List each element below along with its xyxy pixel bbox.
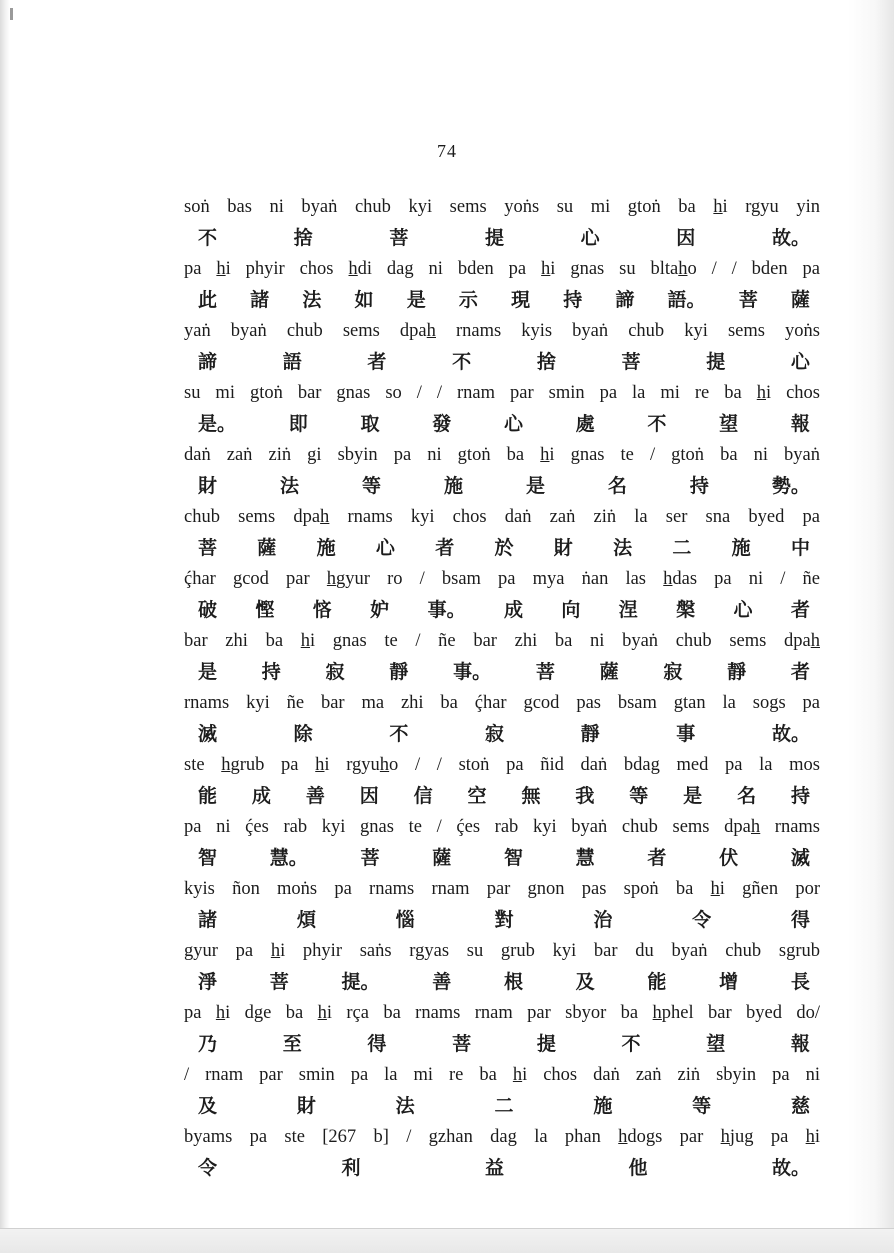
chinese-character: 是: [525, 475, 545, 497]
chinese-character: 即: [288, 413, 308, 435]
chinese-character: 等: [629, 785, 649, 807]
chinese-character: 靜: [727, 661, 747, 683]
chinese-character: 寂: [663, 661, 683, 683]
chinese-character: 因: [359, 785, 379, 807]
chinese-character: 故。: [771, 1157, 810, 1179]
chinese-character: 望: [706, 1033, 726, 1055]
chinese-gloss-line: [184, 781, 820, 812]
chinese-character: 施: [593, 1095, 613, 1117]
chinese-character: 慳: [255, 599, 275, 621]
tibetan-transliteration-line: pa h̲i phyir chos h̲di dag ni bden pa h̲i gnas su bltah̲o / / bden pa: [184, 259, 820, 279]
scan-right-edge: [848, 0, 894, 1252]
chinese-character: 得: [367, 1033, 387, 1055]
chinese-character: 薩: [599, 661, 619, 683]
chinese-character: 智: [198, 847, 218, 869]
tibetan-transliteration-line: rnams kyi ñe bar ma zhi ba ḉhar gcod pas bsam gtan la sogs pa: [184, 693, 820, 713]
chinese-character: 勢。: [771, 475, 810, 497]
chinese-character: 益: [484, 1157, 504, 1179]
chinese-gloss-line: [184, 843, 820, 874]
chinese-character: 悋: [312, 599, 332, 621]
chinese-character: 持: [790, 785, 810, 807]
chinese-gloss-line: [184, 595, 820, 626]
chinese-character: 望: [719, 413, 739, 435]
tibetan-transliteration-line: chub sems dpah̲ rnams kyi chos daṅ zaṅ ziṅ la ser sna byed pa: [184, 507, 820, 527]
chinese-character: 靜: [389, 661, 409, 683]
chinese-character: 菩: [535, 661, 555, 683]
chinese-character: 薩: [432, 847, 452, 869]
chinese-character: 取: [360, 413, 380, 435]
chinese-character: 示: [458, 289, 478, 311]
chinese-character: 滅: [198, 723, 218, 745]
chinese-character: 持: [689, 475, 709, 497]
chinese-character: 等: [361, 475, 381, 497]
chinese-character: 法: [395, 1095, 415, 1117]
chinese-character: 惱: [395, 909, 415, 931]
chinese-character: 增: [719, 971, 739, 993]
chinese-character: 法: [279, 475, 299, 497]
chinese-character: 報: [790, 1033, 810, 1055]
chinese-character: 中: [790, 537, 810, 559]
chinese-gloss-line: [184, 409, 820, 440]
chinese-gloss-line: [184, 967, 820, 998]
chinese-character: 法: [613, 537, 633, 559]
chinese-character: 菩: [198, 537, 218, 559]
chinese-character: 槃: [676, 599, 696, 621]
tibetan-transliteration-line: gyur pa h̲i phyir saṅs rgyas su grub kyi bar du byaṅ chub sgrub: [184, 941, 820, 961]
chinese-character: 語。: [667, 289, 706, 311]
chinese-character: 成: [251, 785, 271, 807]
chinese-character: 智: [503, 847, 523, 869]
chinese-character: 薩: [257, 537, 277, 559]
chinese-character: 財: [553, 537, 573, 559]
chinese-character: 故。: [771, 227, 810, 249]
chinese-character: 空: [467, 785, 487, 807]
chinese-character: 對: [494, 909, 514, 931]
tibetan-transliteration-line: kyis ñon moṅs pa rnams rnam par gnon pas spoṅ ba h̲i gñen por: [184, 879, 820, 899]
chinese-character: 者: [647, 847, 667, 869]
chinese-character: 提: [706, 351, 726, 373]
chinese-character: 令: [692, 909, 712, 931]
chinese-character: 不: [198, 227, 218, 249]
tibetan-transliteration-line: pa h̲i dge ba h̲i rça ba rnams rnam par sbyor ba h̲phel bar byed do/: [184, 1003, 820, 1023]
chinese-character: 心: [790, 351, 810, 373]
tibetan-transliteration-line: soṅ bas ni byaṅ chub kyi sems yoṅs su mi gtoṅ ba h̲i rgyu yin: [184, 197, 820, 217]
chinese-gloss-line: [184, 533, 820, 564]
chinese-character: 不: [452, 351, 472, 373]
chinese-character: 成: [503, 599, 523, 621]
chinese-character: 者: [367, 351, 387, 373]
chinese-character: 故。: [771, 723, 810, 745]
chinese-character: 善: [305, 785, 325, 807]
chinese-character: 無: [521, 785, 541, 807]
chinese-character: 菩: [389, 227, 409, 249]
chinese-character: 提: [484, 227, 504, 249]
chinese-gloss-line: [184, 719, 820, 750]
chinese-character: 信: [413, 785, 433, 807]
tibetan-transliteration-line: byams pa ste [267 b] / gzhan dag la phan h̲dogs par h̲jug pa h̲i: [184, 1127, 820, 1147]
chinese-character: 是: [406, 289, 426, 311]
chinese-gloss-line: [184, 905, 820, 936]
chinese-character: 薩: [790, 289, 810, 311]
interlinear-text: [184, 192, 820, 1184]
chinese-character: 靜: [580, 723, 600, 745]
chinese-gloss-line: [184, 471, 820, 502]
chinese-character: 心: [503, 413, 523, 435]
chinese-character: 煩: [296, 909, 316, 931]
chinese-character: 二: [672, 537, 692, 559]
chinese-character: 菩: [621, 351, 641, 373]
tibetan-transliteration-line: su mi gtoṅ bar gnas so / / rnam par smin pa la mi re ba h̲i chos: [184, 383, 820, 403]
chinese-character: 能: [198, 785, 218, 807]
chinese-character: 持: [563, 289, 583, 311]
chinese-character: 此: [198, 289, 218, 311]
chinese-character: 長: [790, 971, 810, 993]
chinese-character: 慧。: [269, 847, 308, 869]
tibetan-transliteration-line: / rnam par smin pa la mi re ba h̲i chos daṅ zaṅ ziṅ sbyin pa ni: [184, 1065, 820, 1085]
chinese-character: 妒: [370, 599, 390, 621]
chinese-character: 是: [198, 661, 218, 683]
chinese-character: 財: [198, 475, 218, 497]
chinese-character: 諸: [250, 289, 270, 311]
tibetan-transliteration-line: bar zhi ba h̲i gnas te / ñe bar zhi ba ni byaṅ chub sems dpah̲: [184, 631, 820, 651]
chinese-character: 不: [647, 413, 667, 435]
chinese-character: 捨: [536, 351, 556, 373]
chinese-character: 諦: [198, 351, 218, 373]
scan-bottom-edge: [0, 1228, 894, 1253]
chinese-character: 施: [443, 475, 463, 497]
chinese-character: 能: [647, 971, 667, 993]
chinese-character: 事。: [453, 661, 492, 683]
chinese-character: 諸: [198, 909, 218, 931]
chinese-gloss-line: [184, 1153, 820, 1184]
chinese-character: 涅: [618, 599, 638, 621]
chinese-gloss-line: [184, 347, 820, 378]
chinese-character: 名: [737, 785, 757, 807]
tibetan-transliteration-line: ḉhar gcod par h̲gyur ro / bsam pa mya ṅan las h̲das pa ni / ñe: [184, 569, 820, 589]
chinese-character: 心: [375, 537, 395, 559]
chinese-character: 及: [198, 1095, 218, 1117]
tibetan-transliteration-line: pa ni ḉes rab kyi gnas te / ḉes rab kyi byaṅ chub sems dpah̲ rnams: [184, 817, 820, 837]
chinese-character: 者: [790, 661, 810, 683]
chinese-character: 令: [198, 1157, 218, 1179]
chinese-character: 心: [733, 599, 753, 621]
chinese-character: 寂: [484, 723, 504, 745]
chinese-character: 於: [494, 537, 514, 559]
chinese-character: 至: [282, 1033, 302, 1055]
chinese-character: 寂: [325, 661, 345, 683]
chinese-character: 者: [435, 537, 455, 559]
chinese-character: 捨: [293, 227, 313, 249]
chinese-character: 淨: [198, 971, 218, 993]
chinese-character: 現: [511, 289, 531, 311]
chinese-character: 名: [607, 475, 627, 497]
chinese-character: 菩: [269, 971, 289, 993]
chinese-character: 語: [282, 351, 302, 373]
chinese-character: 破: [198, 599, 218, 621]
chinese-character: 伏: [719, 847, 739, 869]
chinese-character: 善: [432, 971, 452, 993]
chinese-character: 利: [341, 1157, 361, 1179]
chinese-character: 處: [575, 413, 595, 435]
chinese-character: 不: [389, 723, 409, 745]
chinese-character: 滅: [790, 847, 810, 869]
chinese-character: 向: [561, 599, 581, 621]
chinese-character: 菩: [452, 1033, 472, 1055]
chinese-character: 菩: [738, 289, 758, 311]
chinese-character: 除: [293, 723, 313, 745]
chinese-character: 如: [354, 289, 374, 311]
chinese-character: 提。: [341, 971, 380, 993]
chinese-character: 提: [536, 1033, 556, 1055]
chinese-gloss-line: [184, 223, 820, 254]
chinese-character: 慧: [575, 847, 595, 869]
chinese-character: 報: [790, 413, 810, 435]
chinese-character: 不: [621, 1033, 641, 1055]
chinese-character: 等: [692, 1095, 712, 1117]
tibetan-transliteration-line: daṅ zaṅ ziṅ gi sbyin pa ni gtoṅ ba h̲i gnas te / gtoṅ ba ni byaṅ: [184, 445, 820, 465]
chinese-character: 發: [432, 413, 452, 435]
chinese-character: 心: [580, 227, 600, 249]
chinese-character: 乃: [198, 1033, 218, 1055]
tibetan-transliteration-line: ste h̲grub pa h̲i rgyuh̲o / / stoṅ pa ñid daṅ bdag med pa la mos: [184, 755, 820, 775]
chinese-character: 因: [676, 227, 696, 249]
chinese-character: 根: [503, 971, 523, 993]
chinese-character: 財: [296, 1095, 316, 1117]
chinese-character: 施: [316, 537, 336, 559]
chinese-character: 得: [790, 909, 810, 931]
chinese-character: 二: [494, 1095, 514, 1117]
chinese-character: 他: [628, 1157, 648, 1179]
chinese-character: 我: [575, 785, 595, 807]
chinese-character: 事。: [427, 599, 466, 621]
chinese-gloss-line: [184, 1091, 820, 1122]
chinese-character: 持: [261, 661, 281, 683]
chinese-character: 及: [575, 971, 595, 993]
chinese-gloss-line: [184, 1029, 820, 1060]
scan-left-edge: [0, 0, 10, 1252]
page-number: 74: [437, 141, 457, 161]
chinese-character: 菩: [360, 847, 380, 869]
chinese-character: 者: [790, 599, 810, 621]
chinese-character: 是。: [198, 413, 237, 435]
chinese-character: 是: [683, 785, 703, 807]
tibetan-transliteration-line: yaṅ byaṅ chub sems dpah̲ rnams kyis byaṅ chub kyi sems yoṅs: [184, 321, 820, 341]
chinese-character: 施: [731, 537, 751, 559]
chinese-character: 慈: [790, 1095, 810, 1117]
chinese-character: 法: [302, 289, 322, 311]
chinese-character: 治: [593, 909, 613, 931]
chinese-character: 事: [676, 723, 696, 745]
chinese-character: 諦: [615, 289, 635, 311]
chinese-gloss-line: [184, 285, 820, 316]
chinese-gloss-line: [184, 657, 820, 688]
